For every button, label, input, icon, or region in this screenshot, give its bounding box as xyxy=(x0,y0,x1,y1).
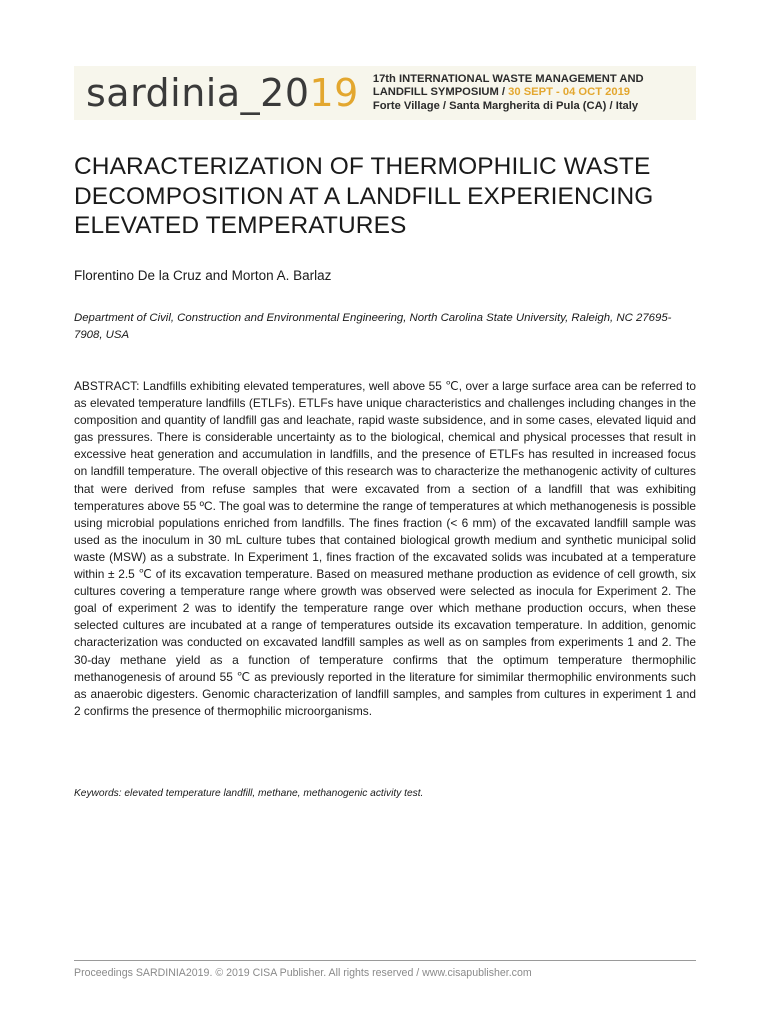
symposium-name-line1: 17th INTERNATIONAL WASTE MANAGEMENT AND xyxy=(372,72,644,85)
author-affiliation: Department of Civil, Construction and Environmental Engineering, North Carolina State University, Raleigh, NC 27695-7908, USA xyxy=(74,312,672,341)
keywords: Keywords: elevated temperature landfill, methane, methanogenic activity test. xyxy=(74,788,424,799)
logo-accent-text: 19 xyxy=(309,71,359,115)
footer-copyright: Proceedings SARDINIA2019. © 2019 CISA Publisher. All rights reserved / www.cisapublisher.com xyxy=(74,967,532,979)
paper-title: CHARACTERIZATION OF THERMOPHILIC WASTE DECOMPOSITION AT A LANDFILL EXPERIENCING ELEVATED TEMPERATURES xyxy=(74,153,654,239)
abstract-text: ABSTRACT: Landfills exhibiting elevated temperatures, well above 55 ℃, over a large surface area can be referred to as elevated temperature landfills (ETLFs). ETLFs have unique characteristics and challenges including changes in the composition and quantity of landfill gas and leachate, rapid waste subsidence, and in some cases, elevated liquid and gas pressures. There is considerable uncertainty as to the biological, chemical and physical processes that result in excessive heat generation and accumulation in landfills, and the presence of ETLFs has resulted in increased focus on landfill temperature. The overall objective of this research was to characterize the methanogenic activity of cultures that were derived from refuse samples that were excavated from a section of a landfill that was exhibiting temperatures above 55 ºC. The goal was to determine the range of temperatures at which methanogenesis is possible using microbial populations enriched from landfills. The fines fraction (< 6 mm) of the excavated landfill sample was used as the inoculum in 30 mL culture tubes that contained biological growth medium and synthetic municipal solid waste (MSW) as a substrate. In Experiment 1, fines fraction of the excavated solids was incubated at a temperature within ± 2.5 ℃ of its excavation temperature. Based on measured methane production as evidence of cell growth, six cultures covering a temperature range where growth was observed were selected as inocula for Experiment 2. The goal of experiment 2 was to identify the temperature range over which methane production occurs, when these selected cultures are incubated at a range of temperatures outside its excavation temperature. In addition, genomic characterization was conducted on excavated landfill samples as well as on samples from experiments 1 and 2. The 30-day methane yield as a function of temperature confirms that the optimum temperature thermophilic methanogenesis of around 55 ℃ as previously reported in the literature for simimilar thermophilic environments such as anaerobic digesters. Genomic characterization of landfill samples, and samples from cultures in experiment 1 and 2 confirms the presence of thermophilic microorganisms. xyxy=(74,379,696,718)
symposium-dates: 30 SEPT - 04 OCT 2019 xyxy=(508,86,631,99)
paper-authors: Florentino De la Cruz and Morton A. Barlaz xyxy=(74,268,332,283)
symposium-location: Forte Village / Santa Margherita di Pula (CA) / Italy xyxy=(372,99,639,112)
symposium-name-line2-prefix: LANDFILL SYMPOSIUM / xyxy=(372,86,509,99)
logo-main-text: sardinia_20 xyxy=(86,71,310,115)
sardinia-logo xyxy=(86,71,359,115)
symposium-name-line2 xyxy=(373,86,644,100)
symposium-banner xyxy=(74,66,696,120)
footer-divider xyxy=(74,960,696,961)
symposium-info xyxy=(373,73,644,114)
